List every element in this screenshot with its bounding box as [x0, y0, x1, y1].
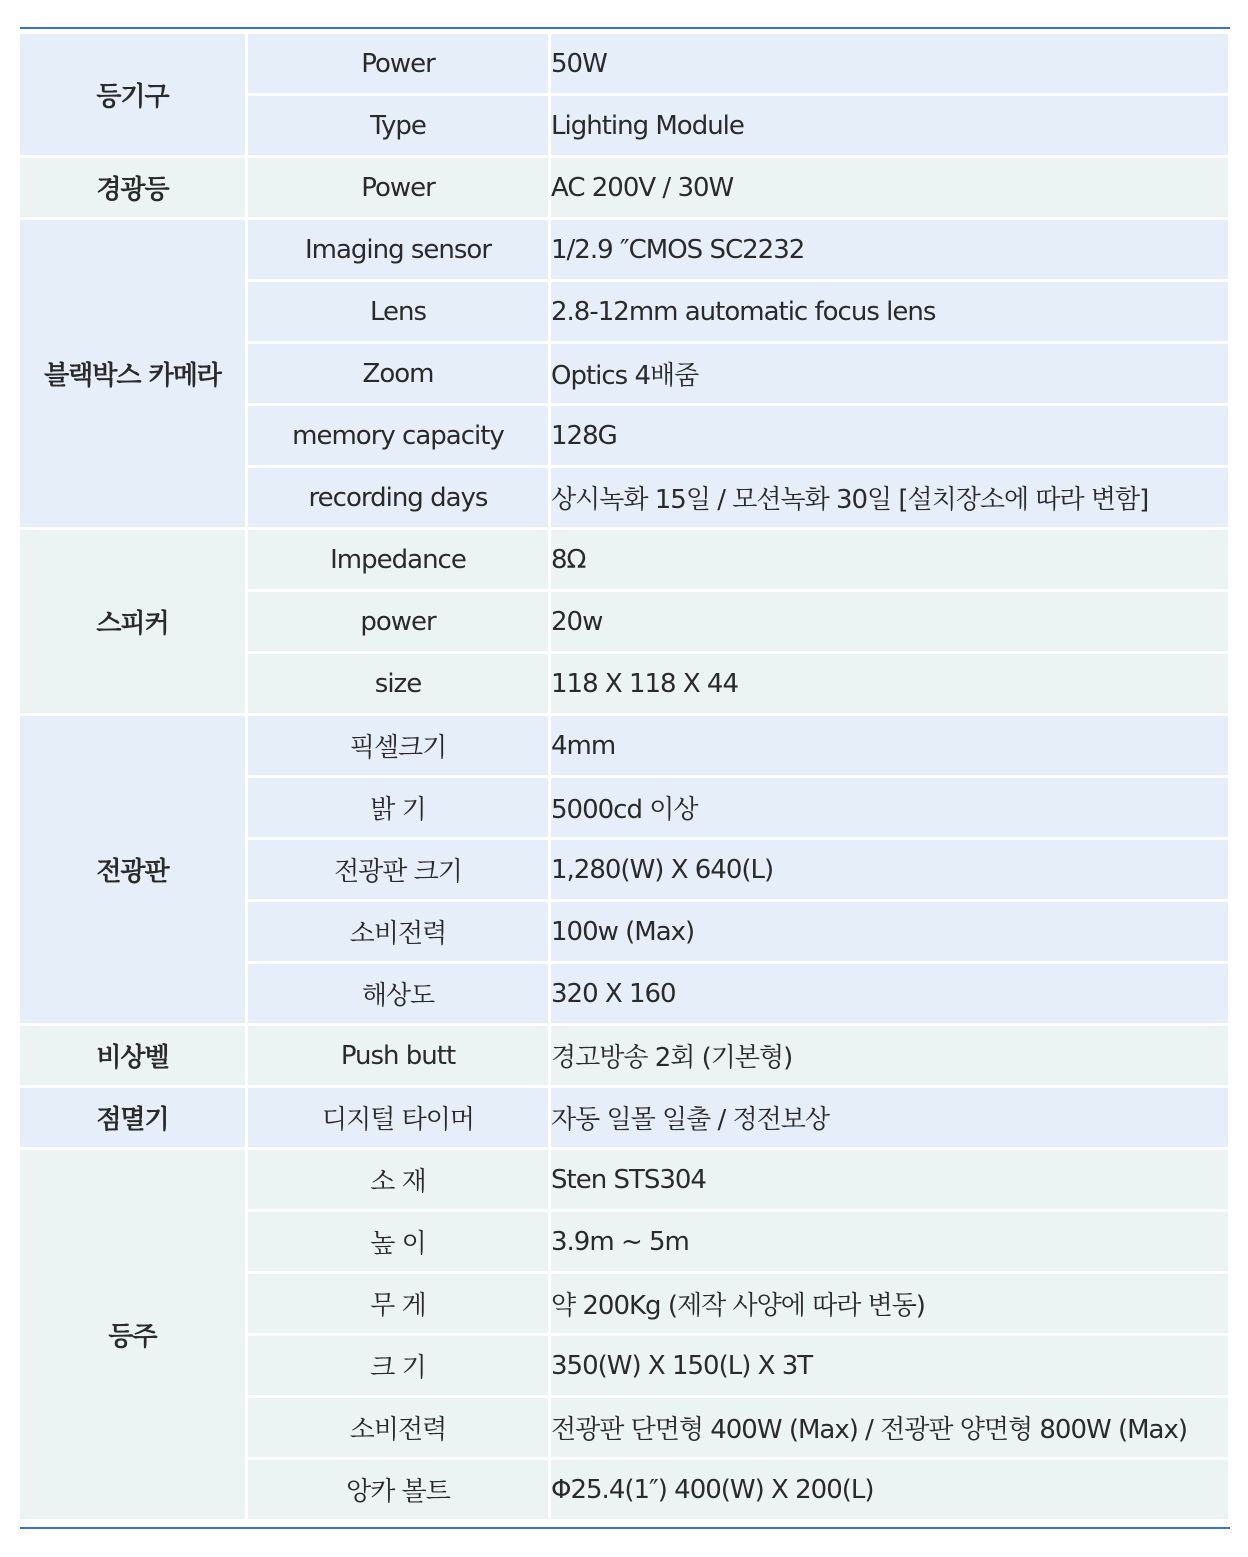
spec-row — [20, 34, 1228, 93]
spec-value-cell: 100w (Max) — [551, 902, 1228, 961]
spec-value-cell: 경고방송 2회 (기본형) — [551, 1026, 1228, 1085]
spec-value-cell: 1/2.9 ″CMOS SC2232 — [551, 220, 1228, 279]
spec-value-cell: AC 200V / 30W — [551, 158, 1228, 217]
spec-value-cell: Optics 4배줌 — [551, 344, 1228, 403]
spec-row — [20, 716, 1228, 775]
spec-name-cell: Push butt — [248, 1026, 551, 1085]
spec-value-cell: 50W — [551, 34, 1228, 93]
spec-name-cell: 디지털 타이머 — [248, 1088, 551, 1147]
spec-name-cell: Type — [248, 96, 551, 155]
spec-name-cell: 전광판 크기 — [248, 840, 551, 899]
spec-name-cell: 크 기 — [248, 1336, 551, 1395]
spec-name-cell: Lens — [248, 282, 551, 341]
top-rule — [20, 27, 1230, 29]
spec-value-cell: 약 200Kg (제작 사양에 따라 변동) — [551, 1274, 1228, 1333]
spec-row — [20, 1150, 1228, 1209]
spec-value-cell: 350(W) X 150(L) X 3T — [551, 1336, 1228, 1395]
spec-table-body — [20, 34, 1228, 1519]
spec-value-cell: 2.8-12mm automatic focus lens — [551, 282, 1228, 341]
spec-name-cell: 앙카 볼트 — [248, 1460, 551, 1519]
spec-name-cell: recording days — [248, 468, 551, 527]
spec-name-cell: Zoom — [248, 344, 551, 403]
spec-value-cell: 3.9m ~ 5m — [551, 1212, 1228, 1271]
bottom-rule — [20, 1527, 1230, 1529]
spec-value-cell: 4mm — [551, 716, 1228, 775]
spec-name-cell: 소비전력 — [248, 1398, 551, 1457]
spec-name-cell: 소비전력 — [248, 902, 551, 961]
spec-name-cell: 해상도 — [248, 964, 551, 1023]
spec-value-cell: 118 X 118 X 44 — [551, 654, 1228, 713]
spec-value-cell: 자동 일몰 일출 / 정전보상 — [551, 1088, 1228, 1147]
spec-value-cell: Lighting Module — [551, 96, 1228, 155]
spec-name-cell: 소 재 — [248, 1150, 551, 1209]
spec-row — [20, 1026, 1228, 1085]
category-cell: 점멸기 — [20, 1088, 248, 1147]
spec-value-cell: 1,280(W) X 640(L) — [551, 840, 1228, 899]
spec-row — [20, 530, 1228, 589]
spec-row — [20, 220, 1228, 279]
spec-name-cell: Impedance — [248, 530, 551, 589]
category-cell: 전광판 — [20, 716, 248, 1023]
spec-name-cell: 밝 기 — [248, 778, 551, 837]
category-cell: 등기구 — [20, 34, 248, 155]
spec-value-cell: 128G — [551, 406, 1228, 465]
spec-name-cell: Power — [248, 34, 551, 93]
spec-name-cell: 무 게 — [248, 1274, 551, 1333]
spec-name-cell: Imaging sensor — [248, 220, 551, 279]
spec-name-cell: 픽셀크기 — [248, 716, 551, 775]
spec-value-cell: 320 X 160 — [551, 964, 1228, 1023]
spec-value-cell: Sten STS304 — [551, 1150, 1228, 1209]
spec-row — [20, 158, 1228, 217]
category-cell: 경광등 — [20, 158, 248, 217]
spec-table — [20, 31, 1228, 1522]
category-cell: 스피커 — [20, 530, 248, 713]
category-cell: 비상벨 — [20, 1026, 248, 1085]
category-cell: 블랙박스 카메라 — [20, 220, 248, 527]
spec-name-cell: size — [248, 654, 551, 713]
spec-value-cell: 20w — [551, 592, 1228, 651]
spec-name-cell: memory capacity — [248, 406, 551, 465]
spec-name-cell: power — [248, 592, 551, 651]
spec-value-cell: Φ25.4(1″) 400(W) X 200(L) — [551, 1460, 1228, 1519]
spec-name-cell: Power — [248, 158, 551, 217]
category-cell: 등주 — [20, 1150, 248, 1519]
spec-name-cell: 높 이 — [248, 1212, 551, 1271]
spec-value-cell: 상시녹화 15일 / 모션녹화 30일 [설치장소에 따라 변함] — [551, 468, 1228, 527]
spec-value-cell: 8Ω — [551, 530, 1228, 589]
spec-value-cell: 5000cd 이상 — [551, 778, 1228, 837]
spec-value-cell: 전광판 단면형 400W (Max) / 전광판 양면형 800W (Max) — [551, 1398, 1228, 1457]
spec-row — [20, 1088, 1228, 1147]
